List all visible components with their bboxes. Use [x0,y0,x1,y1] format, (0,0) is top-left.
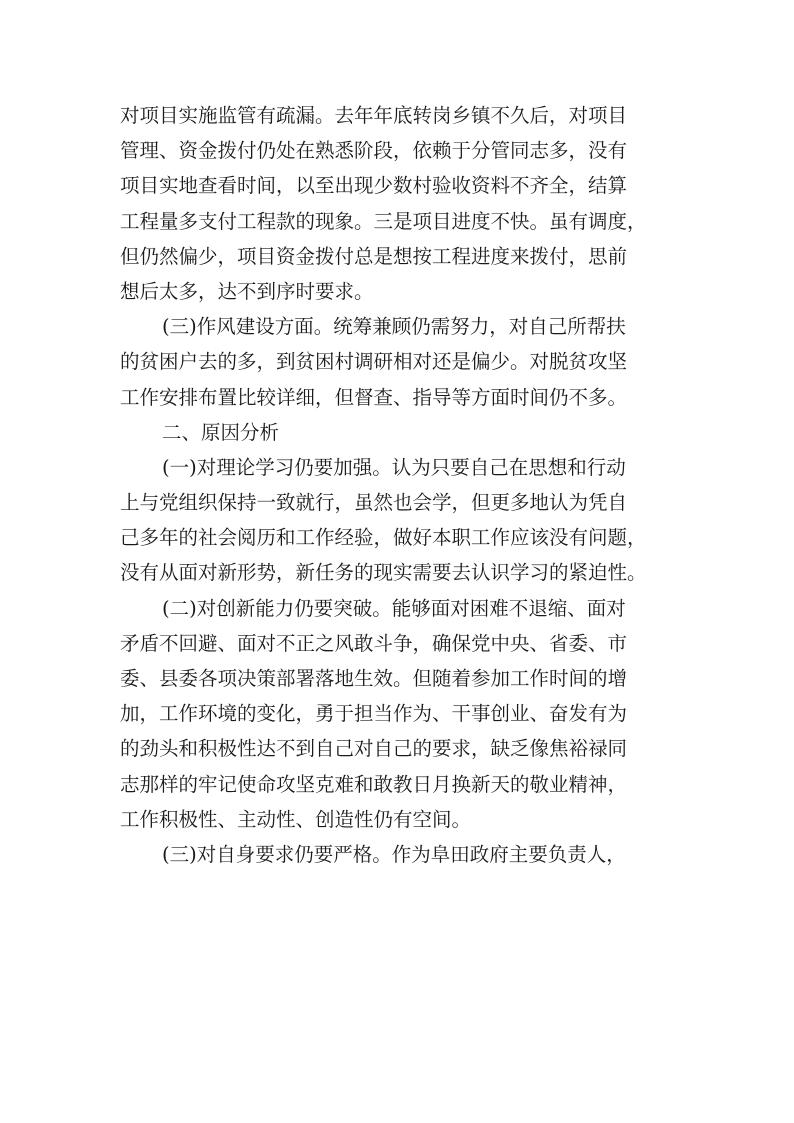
paragraph-line: 委、县委各项决策部署落地生效。但随着参加工作时间的增 [120,667,628,690]
paragraph-line: (二)对创新能力仍要突破。能够面对困难不退缩、面对 [162,596,626,620]
paragraph-line: (三)作风建设方面。统筹兼顾仍需努力，对自己所帮扶 [162,315,626,339]
paragraph-line: (三)对自身要求仍要严格。作为阜田政府主要负责人， [162,842,626,866]
paragraph-line: 管理、资金拨付仍处在熟悉阶段，依赖于分管同志多，没有 [120,139,628,163]
document-body [120,98,682,872]
paragraph-line: (一)对理论学习仍要加强。认为只要自己在思想和行动 [162,455,626,479]
paragraph-line: 志那样的牢记使命攻坚克难和敢教日月换新天的敬业精神， [120,772,628,796]
paragraph-line: 没有从面对新形势，新任务的现实需要去认识学习的紧迫性。 [120,561,647,585]
paragraph-line: 的贫困户去的多，到贫困村调研相对还是偏少。对脱贫攻坚 [120,350,628,374]
paragraph-line: 工作安排布置比较详细，但督查、指导等方面时间仍不多。 [120,385,628,409]
paragraph-line: 的劲头和积极性达不到自己对自己的要求，缺乏像焦裕禄同 [120,737,628,761]
paragraph-line: 但仍然偏少，项目资金拨付总是想按工程进度来拨付，思前 [120,244,628,268]
paragraph-line: 矛盾不回避、面对不正之风敢斗争，确保党中央、省委、市 [120,631,628,655]
paragraph-line: 项目实地查看时间，以至出现少数村验收资料不齐全，结算 [120,174,628,198]
paragraph-line: 己多年的社会阅历和工作经验，做好本职工作应该没有问题， [120,526,647,550]
paragraph-line: 加，工作环境的变化，勇于担当作为、干事创业、奋发有为 [120,702,628,726]
paragraph-line: 对项目实施监管有疏漏。去年年底转岗乡镇不久后，对项目 [120,104,628,127]
paragraph-line: 想后太多，达不到序时要求。 [120,279,374,303]
paragraph-line: 工程量多支付工程款的现象。三是项目进度不快。虽有调度， [120,209,647,233]
paragraph-line: 工作积极性、主动性、创造性仍有空间。 [120,807,472,831]
section-heading: 二、原因分析 [162,420,280,444]
paragraph-line: 上与党组织保持一致就行，虽然也会学，但更多地认为凭自 [120,491,628,515]
